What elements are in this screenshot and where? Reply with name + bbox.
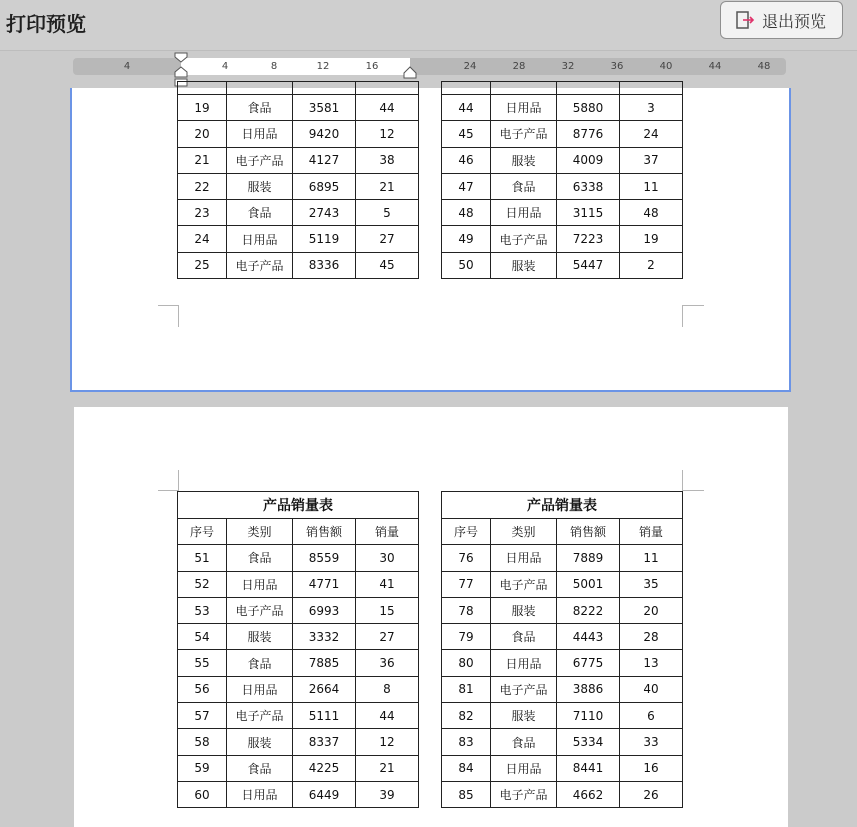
table-cell: 51 [178,545,227,571]
table-row [442,781,683,807]
table-cell: 食品 [491,173,557,199]
table-cell: 服装 [491,147,557,173]
ruler-tick: 40 [659,61,673,72]
table-cell: 5111 [293,703,356,729]
table-row [442,755,683,781]
crop-mark [682,470,683,491]
crop-mark [682,305,704,306]
table-cell: 电子产品 [491,781,557,807]
table-row [442,729,683,755]
table-cell: 37 [620,147,683,173]
table-row [442,545,683,571]
table-cell: 55 [178,650,227,676]
table-cell: 28 [620,624,683,650]
table-cell: 2 [620,252,683,278]
table-row [442,624,683,650]
table-cell: 52 [178,571,227,597]
table-row [442,226,683,252]
table-row [442,676,683,702]
table-body [178,545,419,808]
sales-table-p1-left [177,81,419,279]
table-cell: 30 [356,545,419,571]
ruler-tick: 12 [316,61,330,72]
table-cell: 电子产品 [491,226,557,252]
table-row [178,200,419,226]
table-cell: 8336 [293,252,356,278]
column-header: 销量 [356,519,419,545]
ruler-tick: 44 [708,61,722,72]
table-row [442,571,683,597]
table-row [178,252,419,278]
table-cell: 7889 [557,545,620,571]
table-cell: 4443 [557,624,620,650]
table-cell: 16 [620,755,683,781]
table-row [178,676,419,702]
table-cell: 日用品 [491,650,557,676]
table-cell: 8776 [557,121,620,147]
table-cell: 53 [178,597,227,623]
table-cell: 服装 [491,703,557,729]
table-cell: 电子产品 [227,252,293,278]
table-cell: 60 [178,781,227,807]
sales-table-p1-right [441,81,683,279]
table-cell: 50 [442,252,491,278]
table-cell: 日用品 [227,226,293,252]
crop-mark [158,490,179,491]
table-row [442,95,683,121]
sales-table-p2-right [441,491,683,808]
table-row [178,82,419,95]
table-cell: 服装 [491,252,557,278]
table-row [442,650,683,676]
table-cell: 3886 [557,676,620,702]
table-cell: 3581 [293,95,356,121]
table-row [442,597,683,623]
column-header: 销售额 [557,519,620,545]
table-row [178,755,419,781]
table-cell: 83 [442,729,491,755]
table-row [442,703,683,729]
table-row [178,571,419,597]
table-cell: 8337 [293,729,356,755]
table-cell: 84 [442,755,491,781]
table-cell: 40 [620,676,683,702]
ruler-tick: 32 [561,61,575,72]
right-indent-marker-icon[interactable] [403,65,417,79]
table-cell: 食品 [491,729,557,755]
table-cell: 日用品 [227,781,293,807]
table-cell: 5 [356,200,419,226]
table-cell: 45 [442,121,491,147]
table-cell: 日用品 [227,571,293,597]
table-cell: 6993 [293,597,356,623]
table-row [442,121,683,147]
exit-preview-label: 退出预览 [762,11,827,31]
table-cell: 11 [620,173,683,199]
table-cell: 11 [620,545,683,571]
table-cell: 20 [178,121,227,147]
table-row [178,226,419,252]
table-row [178,173,419,199]
table-cell: 食品 [227,755,293,781]
table-cell: 食品 [227,545,293,571]
table-cell: 服装 [227,173,293,199]
ruler-tick: 28 [512,61,526,72]
table-cell: 日用品 [227,676,293,702]
table-cell: 21 [178,147,227,173]
table-cell: 46 [442,147,491,173]
crop-mark [178,470,179,491]
table-cell: 80 [442,650,491,676]
table-cell: 5119 [293,226,356,252]
table-cell: 54 [178,624,227,650]
table-cell: 56 [178,676,227,702]
table-cell: 日用品 [491,545,557,571]
table-cell: 44 [442,95,491,121]
table-cell: 76 [442,545,491,571]
table-cell: 5880 [557,95,620,121]
crop-mark [158,305,179,306]
exit-preview-button[interactable] [720,1,843,39]
table-row [442,200,683,226]
ruler-tick: 16 [365,61,379,72]
table-cell: 6895 [293,173,356,199]
table-cell: 78 [442,597,491,623]
table-cell: 4009 [557,147,620,173]
crop-mark [682,490,704,491]
table-row [178,624,419,650]
table-cell: 21 [356,173,419,199]
table-cell: 6 [620,703,683,729]
table-cell: 6449 [293,781,356,807]
table-row [442,252,683,278]
table-cell: 58 [178,729,227,755]
table-cell: 23 [178,200,227,226]
table-cell: 5334 [557,729,620,755]
table-cell: 2664 [293,676,356,702]
table-cell: 36 [356,650,419,676]
table-cell: 77 [442,571,491,597]
table-cell: 电子产品 [227,147,293,173]
table-cell: 电子产品 [491,121,557,147]
table-cell: 电子产品 [227,703,293,729]
ruler-tick: 48 [757,61,771,72]
table-cell: 7223 [557,226,620,252]
table-cell: 79 [442,624,491,650]
table-cell: 35 [620,571,683,597]
ruler-tick: 8 [270,61,278,72]
column-header: 类别 [491,519,557,545]
table-cell: 电子产品 [491,676,557,702]
table-body [442,545,683,808]
table-cell: 41 [356,571,419,597]
toolbar [0,0,857,51]
table-cell: 26 [620,781,683,807]
table-cell: 38 [356,147,419,173]
table-title: 产品销量表 [442,492,683,519]
table-cell: 8441 [557,755,620,781]
table-cell: 电子产品 [227,597,293,623]
table-cell: 服装 [227,729,293,755]
table-cell: 6775 [557,650,620,676]
table-cell: 8559 [293,545,356,571]
ruler-tick: 24 [463,61,477,72]
table-cell: 服装 [491,597,557,623]
table-row [178,121,419,147]
table-cell: 5447 [557,252,620,278]
table-header-row [178,519,419,545]
table-cell: 39 [356,781,419,807]
table-cell: 19 [178,95,227,121]
table-cell: 12 [356,729,419,755]
table-header-row [442,519,683,545]
table-cell: 13 [620,650,683,676]
column-header: 销量 [620,519,683,545]
table-cell: 6338 [557,173,620,199]
table-cell: 4662 [557,781,620,807]
table-cell: 食品 [227,200,293,226]
table-cell: 33 [620,729,683,755]
column-header: 类别 [227,519,293,545]
table-cell: 48 [442,200,491,226]
table-cell: 2743 [293,200,356,226]
table-title: 产品销量表 [178,492,419,519]
table-cell: 15 [356,597,419,623]
table-cell: 食品 [227,650,293,676]
table-cell: 24 [178,226,227,252]
table-row [178,781,419,807]
table-cell: 47 [442,173,491,199]
ruler-tick: 4 [221,61,229,72]
table-row [178,729,419,755]
page-title: 打印预览 [6,12,86,36]
table-cell: 4127 [293,147,356,173]
table-cell: 81 [442,676,491,702]
table-cell: 日用品 [491,200,557,226]
table-cell: 45 [356,252,419,278]
table-cell: 44 [356,703,419,729]
table-cell: 3 [620,95,683,121]
table-cell: 25 [178,252,227,278]
table-cell: 48 [620,200,683,226]
table-cell: 21 [356,755,419,781]
table-row [178,597,419,623]
ruler-tick: 36 [610,61,624,72]
table-row [442,147,683,173]
table-cell: 8 [356,676,419,702]
ruler-tick: 4 [123,61,131,72]
table-row [442,82,683,95]
table-cell: 4771 [293,571,356,597]
table-row [178,147,419,173]
table-cell: 5001 [557,571,620,597]
table-cell: 12 [356,121,419,147]
table-cell: 电子产品 [491,571,557,597]
table-cell: 7885 [293,650,356,676]
table-cell: 7110 [557,703,620,729]
column-header: 销售额 [293,519,356,545]
table-cell: 日用品 [227,121,293,147]
column-header: 序号 [442,519,491,545]
table-cell: 日用品 [491,755,557,781]
table-cell: 24 [620,121,683,147]
table-cell: 20 [620,597,683,623]
table-cell: 49 [442,226,491,252]
table-cell: 3332 [293,624,356,650]
table-cell: 44 [356,95,419,121]
table-body [178,95,419,279]
table-cell: 22 [178,173,227,199]
table-cell: 食品 [491,624,557,650]
table-cell: 27 [356,624,419,650]
table-cell: 9420 [293,121,356,147]
column-header: 序号 [178,519,227,545]
sales-table-p2-left [177,491,419,808]
table-cell: 8222 [557,597,620,623]
table-cell: 食品 [227,95,293,121]
table-cell: 85 [442,781,491,807]
table-row [178,545,419,571]
crop-mark [178,305,179,327]
exit-icon [735,10,755,30]
table-body [442,95,683,279]
table-row [178,703,419,729]
table-cell: 82 [442,703,491,729]
crop-mark [682,305,683,327]
table-row [178,650,419,676]
table-cell: 27 [356,226,419,252]
table-cell: 59 [178,755,227,781]
table-cell: 19 [620,226,683,252]
table-row [178,95,419,121]
table-row [442,173,683,199]
table-cell: 服装 [227,624,293,650]
table-cell: 4225 [293,755,356,781]
table-cell: 日用品 [491,95,557,121]
table-cell: 57 [178,703,227,729]
table-cell: 3115 [557,200,620,226]
